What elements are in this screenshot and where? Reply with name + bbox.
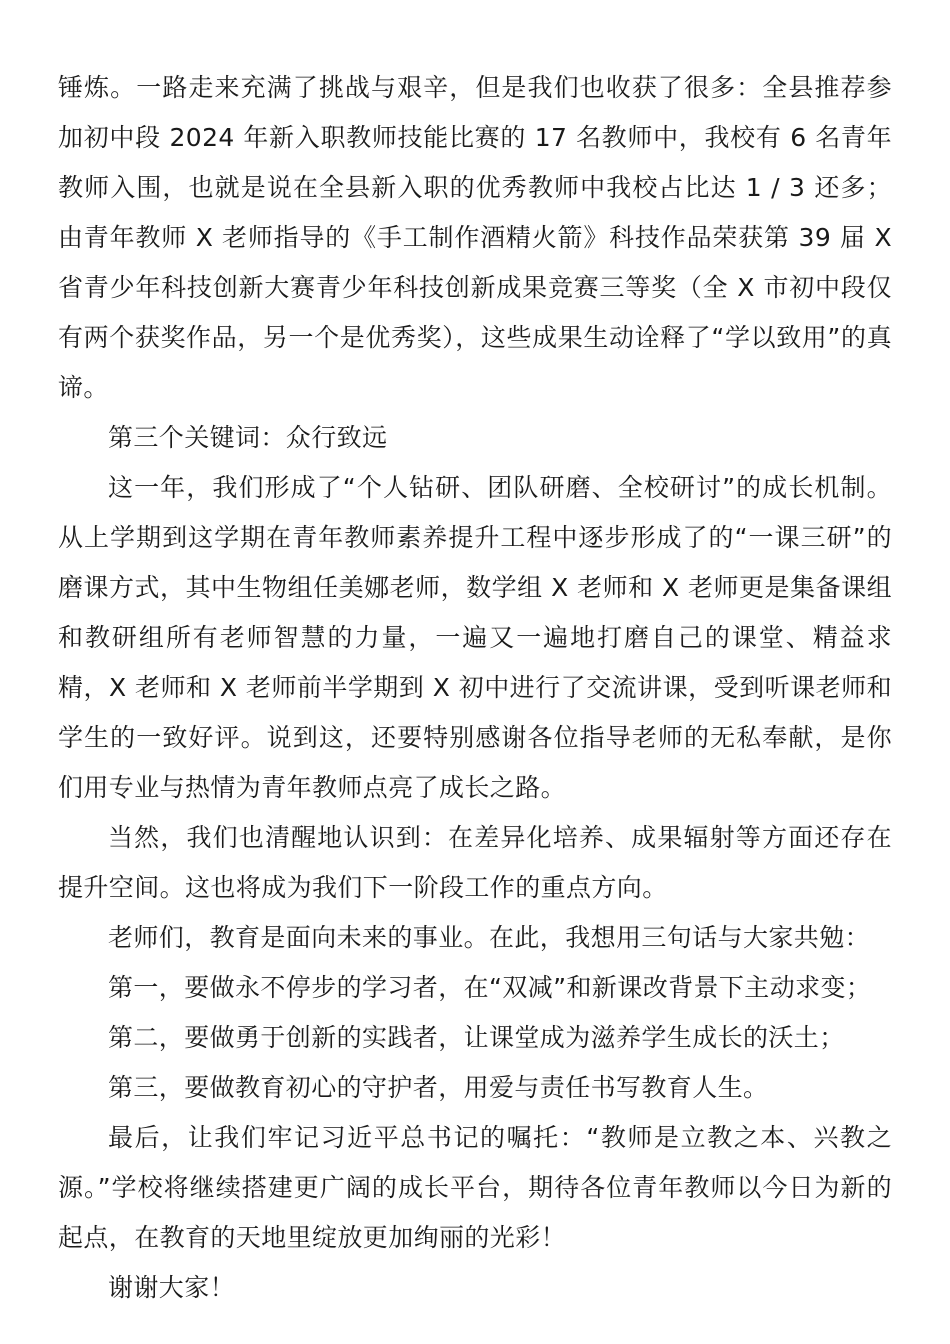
paragraph-reflection: 当然，我们也清醒地认识到：在差异化培养、成果辐射等方面还存在提升空间。这也将成为我们下一阶段工作的重点方向。 xyxy=(58,823,892,902)
paragraph-closing: 最后，让我们牢记习近平总书记的嘱托：“教师是立教之本、兴教之源。”学校将继续搭建更广阔的成长平台，期待各位青年教师以今日为新的起点，在教育的天地里绽放更加绚丽的光彩！ xyxy=(58,1123,892,1252)
paragraph-thanks: 谢谢大家！ xyxy=(108,1273,236,1302)
paragraph-point-one: 第一，要做永不停步的学习者，在“双减”和新课改背景下主动求变； xyxy=(108,973,872,1002)
section-heading-keyword-three: 第三个关键词：众行致远 xyxy=(108,423,388,452)
paragraph-growth-mechanism: 这一年，我们形成了“个人钻研、团队研磨、全校研讨”的成长机制。从上学期到这学期在青年教师素养提升工程中逐步形成了的“一课三研”的磨课方式，其中生物组任美娜老师，数学组 X 老师和 X 老师更是集备课组和教研组所有老师智慧的力量，一遍又一遍地打磨自己的课堂、精益求精，X 老师和 X 老师前半学期到 X 初中进行了交流讲课，受到听课老师和学生的一致好评。说到这，还要特别感谢各位指导老师的无私奉献，是你们用专业与热情为青年教师点亮了成长之路。 xyxy=(58,473,892,802)
paragraph-point-three: 第三，要做教育初心的守护者，用爱与责任书写教育人生。 xyxy=(108,1073,769,1102)
paragraph-continuation: 锤炼。一路走来充满了挑战与艰辛，但是我们也收获了很多：全县推荐参加初中段 2024 年新入职教师技能比赛的 17 名教师中，我校有 6 名青年教师入围，也就是说在全县新入职的优秀教师中我校占比达 1 / 3 还多；由青年教师 X 老师指导的《手工制作酒精火箭》科技作品荣获第 39 届 X 省青少年科技创新大赛青少年科技创新成果竞赛三等奖（全 X 市初中段仅有两个获奖作品，另一个是优秀奖），这些成果生动诠释了“学以致用”的真谛。 xyxy=(58,73,892,402)
document-body xyxy=(58,63,892,1313)
paragraph-point-two: 第二，要做勇于创新的实践者，让课堂成为滋养学生成长的沃土； xyxy=(108,1023,845,1052)
paragraph-encouragement-intro: 老师们，教育是面向未来的事业。在此，我想用三句话与大家共勉： xyxy=(108,923,871,952)
